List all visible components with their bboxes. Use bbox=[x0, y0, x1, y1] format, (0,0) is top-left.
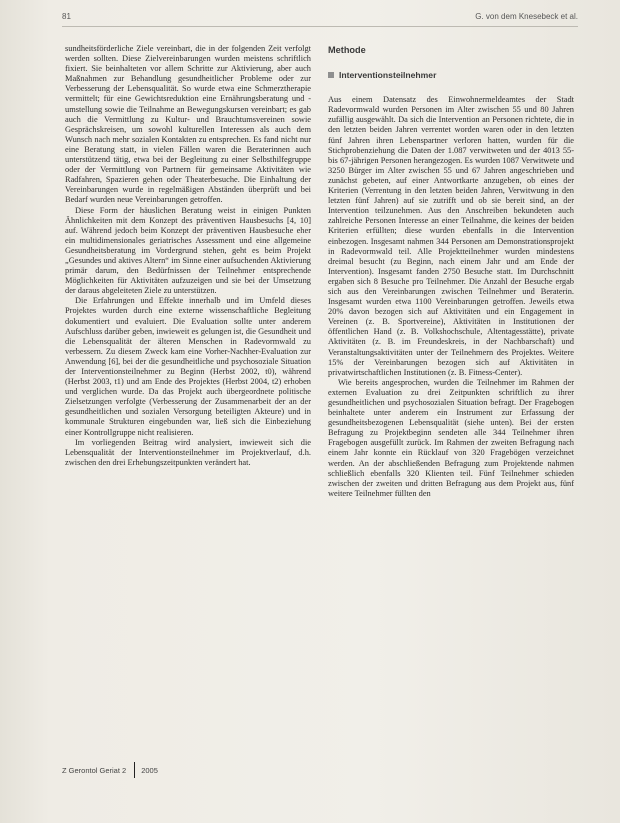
header-rule bbox=[62, 26, 578, 27]
journal-citation: Z Gerontol Geriat 2 bbox=[62, 765, 127, 775]
footer-divider bbox=[134, 762, 135, 778]
page-number: 81 bbox=[62, 12, 71, 21]
left-column bbox=[65, 44, 311, 468]
body-paragraph: sundheitsförderliche Ziele vereinbart, die in der folgenden Zeit verfolgt werden sollten. Diese Zielvereinbarungen wurden meistens schriftlich fixiert. Sie beinhalteten vor allem Schritte zur Aktivierung, aber auch Maßnahmen zur Behandlung gesundheitlicher Probleme oder zur Verbesserung der Lebensqualität. So wurde etwa eine Schmerztherapie vermittelt; für eine Gewichtsreduktion eine Ernährungsberatung und -umstellung sowie die Teilnahme an Bewegungskursen vereinbart; es gab auch die Vermittlung zu Kultur- und Brauchtumsvereinen sowie Gesprächskreisen, um sowohl kulturellen Interessen als auch dem Wunsch nach mehr sozialen Kontakten zu entsprechen. Es fand nicht nur eine Beratung statt, in vielen Fällen waren die Beraterinnen auch unterstützend tätig, etwa bei der Begleitung zu einer Selbsthilfegruppe oder der Vermittlung von Partnern für gemeinsame Aktivitäten wie Radfahren, Spazieren gehen oder Theaterbesuche. Die Einhaltung der Vereinbarungen wurde in regelmäßigen Abständen überprüft und bei Bedarf wurden neue Vereinbarungen getroffen. bbox=[65, 44, 311, 205]
body-paragraph: Diese Form der häuslichen Beratung weist in einigen Punkten Ähnlichkeiten mit dem Konzept des präventiven Hausbesuchs [4, 10] auf. Während jedoch beim Konzept der präventiven Hausbesuche eher ein multidimensionales geriatrisches Assessment und eine allgemeine Gesundheitsberatung im Vordergrund stehen, geht es beim Projekt „Gesundes und aktives Altern“ im Sinne einer aufsuchenden Aktivierung primär darum, den Bedürfnissen der Teilnehmer entsprechende Möglichkeiten für Aktivitäten aufzuzeigen und sie bei der Umsetzung der daraus abgeleiteten Ziele zu unterstützen. bbox=[65, 205, 311, 296]
body-paragraph: Im vorliegenden Beitrag wird analysiert, inwieweit sich die Lebensqualität der Interventionsteilnehmer im Projektverlauf, d.h. zwischen den drei Erhebungszeitpunkten verändert hat. bbox=[65, 437, 311, 467]
running-header bbox=[62, 12, 578, 26]
publication-year: 2005 bbox=[141, 765, 158, 775]
section-heading: Methode bbox=[328, 45, 366, 55]
subsection-heading-label: Interventionsteilnehmer bbox=[339, 70, 437, 81]
page-footer bbox=[62, 762, 158, 778]
body-paragraph: Die Erfahrungen und Effekte innerhalb und im Umfeld dieses Projektes wurden durch eine externe wissenschaftliche Begleitung dokumentiert und evaluiert. Die Evaluation sollte unter anderem Aufschluss darüber geben, inwieweit es gelungen ist, die Gesundheit und die Lebensqualität der älteren Menschen in Radevormwald zu verbessern. Zu diesem Zweck kam eine Vorher-Nachher-Evaluation zur Anwendung [6], bei der die gesundheitliche und psychosoziale Situation der Interventionsteilnehmer zu Beginn (Herbst 2002, t0), während (Herbst 2003, t1) und am Ende des Projektes (Herbst 2004, t2) erhoben und verglichen wurde. Da das Projekt auch übergeordnete politische Zielsetzungen verfolgte (Verbesserung der Zusammenarbeit der an der gesundheitlichen und sozialen Versorgung beteiligten Akteure) und in kommunale Strukturen eingebunden war, ließ sich die Einbeziehung einer Kontrollgruppe nicht realisieren. bbox=[65, 296, 311, 437]
subsection-heading bbox=[328, 70, 574, 80]
right-column bbox=[328, 44, 574, 499]
body-paragraph: Aus einem Datensatz des Einwohnermeldeamtes der Stadt Radevormwald wurden Personen im Alter zwischen 55 und 80 Jahren zufällig ausgewählt. Da sich die Intervention an Personen richtete, die in den letzten beiden Jahren verrentet worden waren oder in den letzten fünf Jahren ihren Lebenspartner verloren hatten, wurden für die Stichprobenziehung die Daten der 1.087 verwitweten und der 4013 55- bis 67-jährigen Personen herangezogen. Es wurden 1087 Verwitwete und 3250 Bürger im Alter zwischen 55 und 67 Jahren angeschrieben und zunächst gebeten, auf einer Antwortkarte anzugeben, ob eines der Kriterien (Verrentung in den letzten beiden Jahren, Verwitwung in den letzten fünf Jahren) auf sie zutrifft und ob sie bereit sind, an der Intervention teilzunehmen. Aus den Anschreiben bekundeten auch zahlreiche Personen Interesse an einer Teilnahme, die keines der beiden Kriterien erfüllten; diese wurden ebenfalls in die Intervention einbezogen. Insgesamt nahmen 344 Personen am Demonstrationsprojekt in Radevormwald teil. Alle Projektteilnehmer wurden mindestens dreimal besucht (zu Beginn, nach einem Jahr und am Ende der Intervention). Insgesamt fanden 2750 Besuche statt. Im Durchschnitt ergaben sich 8 Besuche pro Teilnehmer. Die Anzahl der Besuche ergab sich aus den Vereinbarungen zwischen Teilnehmer und Beraterin. Insgesamt wurden etwa 1100 Vereinbarungen getroffen. Jeweils etwa 20% davon bezogen sich auf Aktivitäten und ein Engagement in Vereinen (z. B. Sportvereine), Aktivitäten in Institutionen der öffentlichen Hand (z. B. Volkshochschule, Altentagesstätte), private Aktivitäten (z. B. im Freundeskreis, in der Nachbarschaft) und Veranstaltungsaktivitäten unter der Teilnehmern des Projektes. Weitere 15% der Vereinbarungen bezogen sich auf Aktivitäten in privatwirtschaftlichen Institutionen (z. B. Fitness-Center). bbox=[328, 95, 574, 377]
square-bullet-icon bbox=[328, 72, 334, 78]
body-paragraph: Wie bereits angesprochen, wurden die Teilnehmer im Rahmen der externen Evaluation zu drei Zeitpunkten schriftlich zu ihrer gesundheitlichen und psychosozialen Situation befragt. Der Fragebogen beinhaltete unter anderem ein Instrument zur Erfassung der gesundheitsbezogenen Lebensqualität (siehe unten). Bei der ersten Befragung zu Projektbeginn sendeten alle 344 Teilnehmer ihren Fragebogen ausgefüllt zurück. Im Rahmen der zweiten Befragung nach einem Jahr konnte ein Rücklauf von 320 Fragebögen verzeichnet werden. An der abschließenden Befragung zum Projektende nahmen schließlich ebenfalls 320 Klienten teil. Fünf Teilnehmer schieden zwischen der zweiten und dritten Befragung aus dem Projekt aus, fünf weitere Teilnehmer füllten den bbox=[328, 377, 574, 498]
running-head-authors: G. von dem Knesebeck et al. bbox=[475, 12, 578, 21]
